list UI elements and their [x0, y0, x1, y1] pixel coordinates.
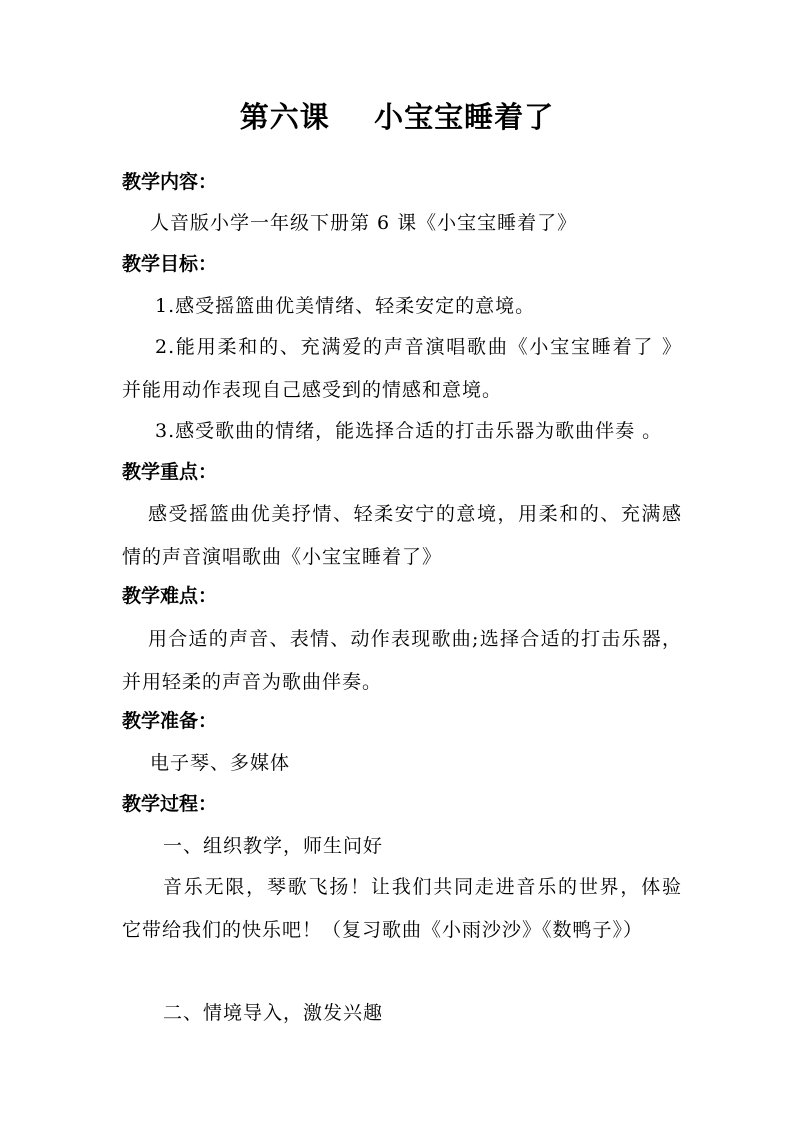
goal-item-2: 2.能用柔和的、充满爱的声音演唱歌曲《小宝宝睡着了 》并能用动作表现自己感受到的情感和意境。	[122, 336, 682, 401]
goal-item-1: 1.感受摇篮曲优美情绪、轻柔安定的意境。	[155, 295, 536, 317]
process-step-1: 一、组织教学，师生问好	[163, 835, 384, 857]
process-step-2: 二、情境导入，激发兴趣	[163, 1002, 384, 1024]
heading-difficulties: 教学难点：	[122, 585, 218, 607]
heading-preparation: 教学准备：	[122, 710, 218, 732]
heading-key-points: 教学重点：	[122, 461, 218, 483]
page-title: 第六课 小宝宝睡着了	[239, 100, 555, 134]
heading-content: 教学内容：	[122, 171, 218, 193]
heading-goals: 教学目标：	[122, 253, 218, 275]
content-text: 人音版小学一年级下册第 6 课《小宝宝睡着了》	[150, 212, 578, 234]
heading-process: 教学过程：	[122, 793, 218, 815]
process-step-1-text: 音乐无限，琴歌飞扬！让我们共同走进音乐的世界，体验它带给我们的快乐吧！（复习歌曲《小雨沙沙》《数鸭子》）	[122, 876, 682, 941]
key-points-text: 感受摇篮曲优美抒情、轻柔安宁的意境，用柔和的、充满感情的声音演唱歌曲《小宝宝睡着了》	[122, 503, 682, 568]
goal-item-3: 3.感受歌曲的情绪，能选择合适的打击乐器为歌曲伴奏 。	[155, 420, 663, 442]
preparation-text: 电子琴、多媒体	[150, 752, 291, 774]
difficulties-text: 用合适的声音、表情、动作表现歌曲;选择合适的打击乐器，并用轻柔的声音为歌曲伴奏。	[122, 628, 682, 693]
